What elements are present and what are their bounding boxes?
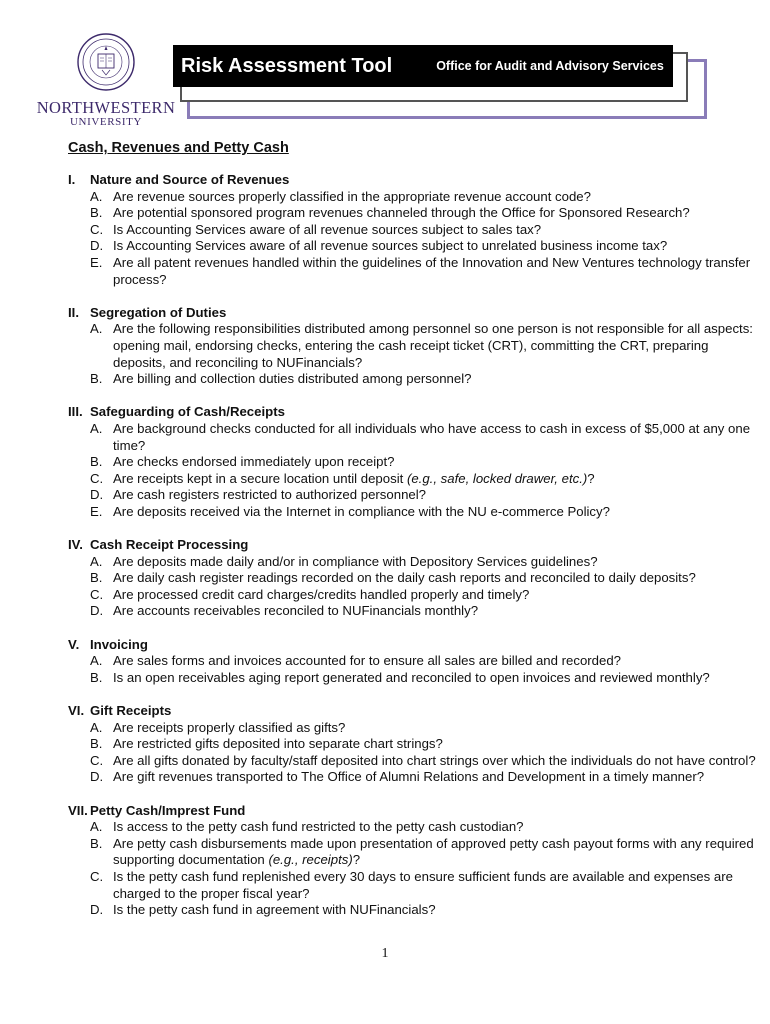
question-text-main: Are all gifts donated by faculty/staff deposited into chart strings over which the individuals do not have control? bbox=[113, 752, 756, 768]
question-text bbox=[113, 819, 758, 836]
question-letter: D. bbox=[90, 769, 104, 785]
question-text-main: Is Accounting Services aware of all revenue sources subject to sales tax? bbox=[113, 221, 542, 237]
question-letter: A. bbox=[90, 653, 103, 669]
question-letter: B. bbox=[90, 570, 103, 586]
banner-office: Office for Audit and Advisory Services bbox=[436, 59, 664, 73]
question-text bbox=[113, 487, 758, 504]
section-heading bbox=[68, 172, 758, 189]
section-number: IV. bbox=[68, 537, 83, 553]
section-title: Cash Receipt Processing bbox=[90, 537, 249, 553]
question-text bbox=[113, 670, 758, 687]
question-text-main: Are deposits received via the Internet in compliance with the NU e-commerce Policy? bbox=[113, 503, 610, 519]
question-text-main: Are the following responsibilities distributed among personnel so one person is not responsible for all aspects: opening mail, endorsing checks, entering the cash receipt ticket (CRT), committing the CRT, preparing deposits, and reconciling to NUFinancials? bbox=[113, 321, 753, 370]
question-text bbox=[113, 189, 758, 206]
question-example: (e.g., receipts) bbox=[268, 852, 353, 868]
question-text-main: Are cash registers restricted to authorized personnel? bbox=[113, 487, 426, 503]
question-text bbox=[113, 836, 758, 869]
logo-university-name: NORTHWESTERN bbox=[36, 98, 176, 117]
question-letter: D. bbox=[90, 487, 104, 503]
university-logo bbox=[36, 32, 176, 129]
question-letter: B. bbox=[90, 454, 103, 470]
question-text-main: Are background checks conducted for all individuals who have access to cash in excess of $5,000 at any one time? bbox=[113, 420, 751, 453]
section bbox=[68, 637, 758, 687]
question-item bbox=[68, 819, 758, 836]
question-text-main: Are all patent revenues handled within the guidelines of the Innovation and New Ventures technology transfer process? bbox=[113, 254, 751, 287]
question-item bbox=[68, 255, 758, 288]
section-number: II. bbox=[68, 304, 79, 320]
question-letter: B. bbox=[90, 835, 103, 851]
question-text-main: Are accounts receivables reconciled to NUFinancials monthly? bbox=[113, 603, 479, 619]
university-seal-icon bbox=[76, 32, 136, 92]
question-item bbox=[68, 321, 758, 371]
question-example: (e.g., safe, locked drawer, etc.) bbox=[406, 470, 588, 486]
question-item bbox=[68, 371, 758, 388]
question-text-main: Are petty cash disbursements made upon presentation of approved petty cash payout forms with any required supporting documentation bbox=[113, 835, 754, 868]
question-text-end: ? bbox=[352, 852, 361, 868]
question-item bbox=[68, 736, 758, 753]
question-letter: A. bbox=[90, 819, 103, 835]
section-title: Invoicing bbox=[90, 636, 148, 652]
section-title: Petty Cash/Imprest Fund bbox=[90, 802, 246, 818]
question-letter: C. bbox=[90, 221, 104, 237]
question-text-main: Are restricted gifts deposited into separate chart strings? bbox=[113, 736, 443, 752]
section-heading bbox=[68, 803, 758, 820]
question-letter: B. bbox=[90, 736, 103, 752]
section-title: Segregation of Duties bbox=[90, 304, 227, 320]
question-text-main: Are receipts kept in a secure location until deposit bbox=[113, 470, 407, 486]
question-text-main: Are processed credit card charges/credits handled properly and timely? bbox=[113, 586, 530, 602]
question-text-main: Are sales forms and invoices accounted for to ensure all sales are billed and recorded? bbox=[113, 653, 622, 669]
section bbox=[68, 803, 758, 919]
question-item bbox=[68, 205, 758, 222]
question-text-main: Are billing and collection duties distributed among personnel? bbox=[113, 371, 472, 387]
question-letter: C. bbox=[90, 752, 104, 768]
question-item bbox=[68, 471, 758, 488]
question-item bbox=[68, 902, 758, 919]
section-number: VI. bbox=[68, 703, 85, 718]
section bbox=[68, 404, 758, 520]
banner-title: Risk Assessment Tool bbox=[181, 54, 393, 77]
question-letter: A. bbox=[90, 553, 103, 569]
question-text-main: Are checks endorsed immediately upon receipt? bbox=[113, 454, 395, 470]
question-item bbox=[68, 587, 758, 604]
section bbox=[68, 703, 758, 786]
question-text bbox=[113, 720, 758, 737]
question-item bbox=[68, 189, 758, 206]
question-text bbox=[113, 753, 758, 770]
question-text-main: Is the petty cash fund in agreement with NUFinancials? bbox=[113, 902, 436, 918]
section-heading bbox=[68, 305, 758, 322]
question-text bbox=[113, 255, 758, 288]
question-item bbox=[68, 869, 758, 902]
question-letter: A. bbox=[90, 321, 103, 337]
question-text bbox=[113, 653, 758, 670]
logo-university-sub: UNIVERSITY bbox=[70, 116, 142, 128]
question-item bbox=[68, 238, 758, 255]
question-list bbox=[68, 172, 758, 935]
page-number: 1 bbox=[381, 946, 389, 961]
question-item bbox=[68, 836, 758, 869]
question-text-end: ? bbox=[587, 470, 595, 486]
question-text bbox=[113, 902, 758, 919]
section-heading bbox=[68, 637, 758, 654]
question-item bbox=[68, 222, 758, 239]
question-letter: B. bbox=[90, 669, 103, 685]
question-item bbox=[68, 554, 758, 571]
page-title: Cash, Revenues and Petty Cash bbox=[68, 140, 289, 156]
question-letter: D. bbox=[90, 902, 104, 918]
question-letter: E. bbox=[90, 254, 103, 270]
question-text bbox=[113, 454, 758, 471]
header-banner bbox=[173, 45, 673, 87]
question-text bbox=[113, 471, 758, 488]
section-heading bbox=[68, 537, 758, 554]
question-text-main: Is access to the petty cash fund restricted to the petty cash custodian? bbox=[113, 819, 524, 835]
question-letter: A. bbox=[90, 719, 103, 735]
section bbox=[68, 172, 758, 288]
question-letter: E. bbox=[90, 503, 103, 519]
section-title: Safeguarding of Cash/Receipts bbox=[90, 404, 285, 420]
question-item bbox=[68, 504, 758, 521]
question-text-main: Are receipts properly classified as gifts? bbox=[113, 719, 346, 735]
question-item bbox=[68, 670, 758, 687]
section-number: VII. bbox=[68, 802, 88, 818]
section-heading bbox=[68, 703, 758, 720]
question-text bbox=[113, 321, 758, 371]
question-letter: A. bbox=[90, 420, 103, 436]
question-item bbox=[68, 487, 758, 504]
question-text bbox=[113, 554, 758, 571]
question-text bbox=[113, 371, 758, 388]
question-text bbox=[113, 504, 758, 521]
question-letter: D. bbox=[90, 603, 104, 619]
section bbox=[68, 537, 758, 620]
question-letter: C. bbox=[90, 586, 104, 602]
question-letter: A. bbox=[90, 188, 103, 204]
question-text-main: Is an open receivables aging report generated and reconciled to open invoices and reviewed monthly? bbox=[113, 669, 710, 685]
question-text bbox=[113, 205, 758, 222]
question-item bbox=[68, 720, 758, 737]
question-text bbox=[113, 587, 758, 604]
section-number: I. bbox=[68, 172, 76, 187]
question-text-main: Are revenue sources properly classified in the appropriate revenue account code? bbox=[113, 188, 591, 204]
question-text-main: Is the petty cash fund replenished every 30 days to ensure sufficient funds are available and expenses are charged to the proper fiscal year? bbox=[113, 868, 733, 901]
question-text bbox=[113, 570, 758, 587]
question-letter: B. bbox=[90, 371, 103, 387]
section-heading bbox=[68, 404, 758, 421]
question-letter: C. bbox=[90, 868, 104, 884]
section bbox=[68, 305, 758, 388]
question-text bbox=[113, 222, 758, 239]
question-text-main: Is Accounting Services aware of all revenue sources subject to unrelated business income tax? bbox=[113, 238, 668, 254]
question-text bbox=[113, 869, 758, 902]
question-letter: B. bbox=[90, 205, 103, 221]
question-letter: D. bbox=[90, 238, 104, 254]
section-title: Nature and Source of Revenues bbox=[90, 172, 290, 187]
section-title: Gift Receipts bbox=[90, 703, 172, 718]
section-number: V. bbox=[68, 636, 80, 652]
question-item bbox=[68, 603, 758, 620]
question-text-main: Are deposits made daily and/or in compliance with Depository Services guidelines? bbox=[113, 553, 598, 569]
question-letter: C. bbox=[90, 470, 104, 486]
question-item bbox=[68, 753, 758, 770]
question-item bbox=[68, 769, 758, 786]
question-text bbox=[113, 238, 758, 255]
section-number: III. bbox=[68, 404, 83, 420]
question-item bbox=[68, 454, 758, 471]
question-item bbox=[68, 421, 758, 454]
question-text bbox=[113, 603, 758, 620]
question-text-main: Are gift revenues transported to The Office of Alumni Relations and Development in a timely manner? bbox=[113, 769, 705, 785]
question-text-main: Are daily cash register readings recorded on the daily cash reports and reconciled to daily deposits? bbox=[113, 570, 696, 586]
question-text bbox=[113, 736, 758, 753]
question-text-main: Are potential sponsored program revenues channeled through the Office for Sponsored Research? bbox=[113, 205, 690, 221]
question-item bbox=[68, 570, 758, 587]
question-text bbox=[113, 421, 758, 454]
question-item bbox=[68, 653, 758, 670]
question-text bbox=[113, 769, 758, 786]
